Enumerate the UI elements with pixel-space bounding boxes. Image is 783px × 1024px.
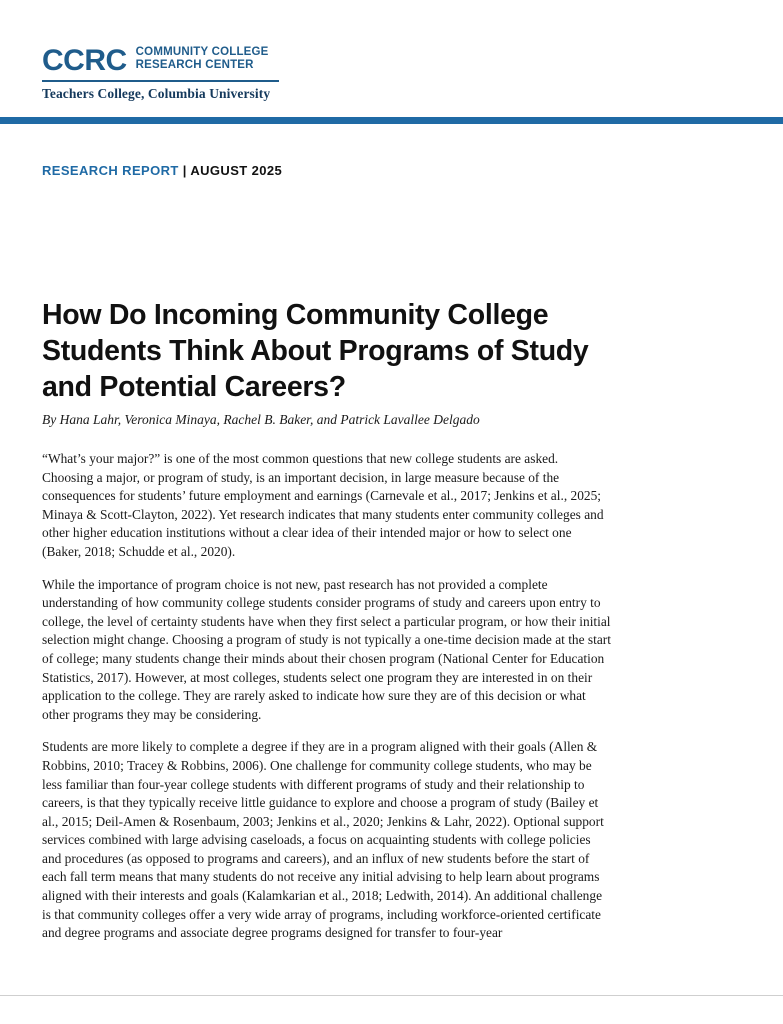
logo-full-name	[136, 44, 269, 72]
body-paragraph: Students are more likely to complete a degree if they are in a program aligned with their goals (Allen & Robbins, 2010; Tracey & Robbins, 2006). One challenge for community college students, who may be less familiar than four-year college students with different programs of study and their relationship to careers, is that they typically receive little guidance to explore and choose a program of study (Bailey et al., 2015; Deil-Amen & Rosenbaum, 2003; Jenkins et al., 2020; Jenkins & Lahr, 2022). Optional support services combined with large advising caseloads, a focus on acquainting students with college policies and procedures (as opposed to programs and careers), and an influx of new students before the start of each fall term means that many students do not receive any initial advising to help learn about programs aligned with their interests and goals (Kalamkarian et al., 2018; Ledwith, 2014). An additional challenge is that community colleges offer a very wide array of programs, including workforce-oriented certificate and degree programs and associate degree programs designed for transfer to four-year	[42, 739, 604, 941]
body-paragraph: While the importance of program choice is not new, past research has not provided a complete understanding of how community college students consider programs of study and careers upon entry to college, the level of certainty students have when they first select a particular program, or how their initial selection might change. Choosing a program of study is not typically a one-time decision made at the start of college; many students change their minds about their chosen program (National Center for Education Statistics, 2017). However, at most colleges, students select one program they are interested in on their application to the college. They are rarely asked to indicate how sure they are of this decision or what other programs they may be considering.	[42, 576, 611, 722]
page-title: How Do Incoming Community College Students Think About Programs of Study and Potential Careers?	[42, 299, 589, 404]
header-rule-bar	[0, 117, 783, 124]
logo-name-line-1: COMMUNITY COLLEGE	[135, 46, 269, 58]
logo-institution: Teachers College, Columbia University	[42, 85, 271, 101]
author-byline: By Hana Lahr, Veronica Minaya, Rachel B. Baker, and Patrick Lavallee Delgado	[42, 412, 480, 427]
logo-name-line-2: RESEARCH CENTER	[135, 59, 254, 71]
report-kicker	[42, 163, 282, 178]
ccrc-logo	[42, 44, 342, 102]
logo-divider	[42, 80, 279, 82]
report-type-label: RESEARCH REPORT	[42, 163, 179, 178]
kicker-separator: |	[182, 163, 187, 178]
ccrc-wordmark-icon: CCRC	[42, 44, 127, 77]
footer-divider	[0, 995, 783, 996]
body-paragraph: “What’s your major?” is one of the most common questions that new college students are asked. Choosing a major, or program of study, is an important decision, in large measure because of the consequences for students’ future employment and earnings (Carnevale et al., 2017; Jenkins et al., 2025; Minaya & Scott-Clayton, 2022). Yet research indicates that many students enter community colleges and other higher education institutions without a clear idea of their intended major or how to select one (Baker, 2018; Schudde et al., 2020).	[42, 451, 604, 559]
report-date: AUGUST 2025	[190, 163, 283, 178]
logo-top-row	[42, 44, 342, 76]
document-header	[0, 0, 783, 101]
document-body	[42, 450, 612, 957]
